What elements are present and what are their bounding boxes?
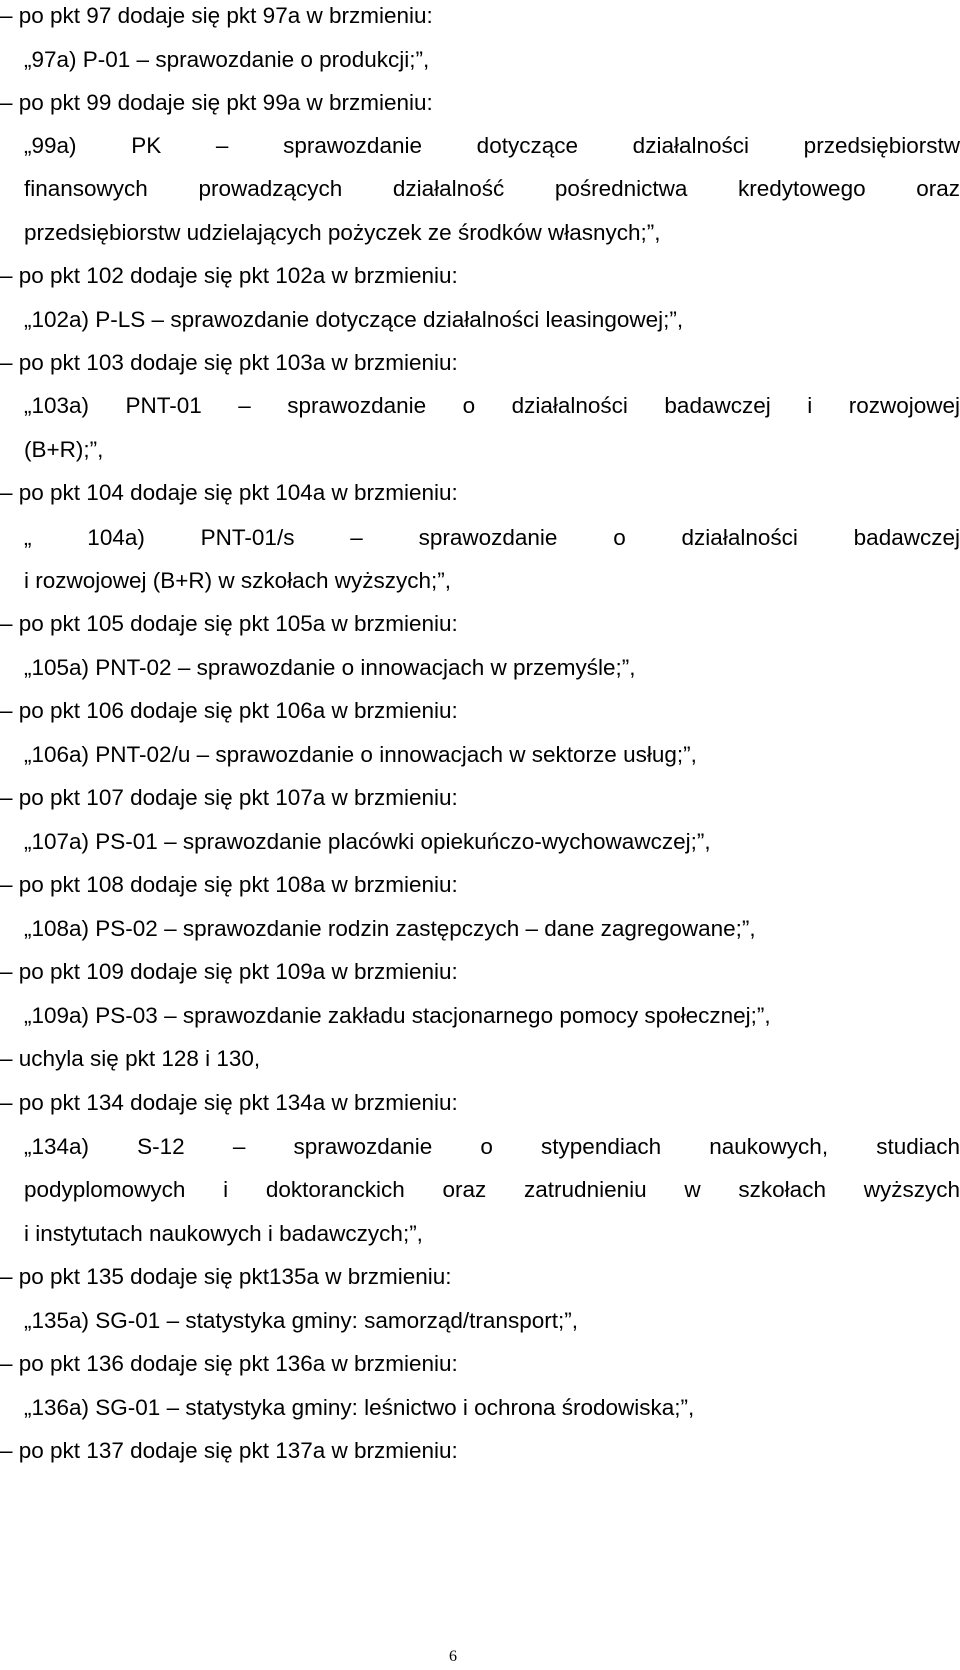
quoted-text: przedsiębiorstw udzielających pożyczek ze środków własnych;”, bbox=[24, 220, 661, 245]
quoted-text: „136a) SG-01 – statystyka gminy: leśnictwo i ochrona środowiska;”, bbox=[24, 1395, 695, 1420]
amendment-line: – po pkt 102 dodaje się pkt 102a w brzmieniu: bbox=[0, 263, 458, 288]
amendment-line: – po pkt 103 dodaje się pkt 103a w brzmieniu: bbox=[0, 350, 458, 375]
amendment-line: – po pkt 134 dodaje się pkt 134a w brzmieniu: bbox=[0, 1090, 458, 1115]
quoted-text: i rozwojowej (B+R) w szkołach wyższych;”, bbox=[24, 568, 451, 593]
quoted-text: „105a) PNT-02 – sprawozdanie o innowacjach w przemyśle;”, bbox=[24, 655, 636, 680]
amendment-line: – po pkt 97 dodaje się pkt 97a w brzmieniu: bbox=[0, 3, 433, 28]
amendment-line: – po pkt 137 dodaje się pkt 137a w brzmieniu: bbox=[0, 1438, 458, 1463]
amendment-line: – po pkt 136 dodaje się pkt 136a w brzmieniu: bbox=[0, 1351, 458, 1376]
quoted-text: i instytutach naukowych i badawczych;”, bbox=[24, 1221, 423, 1246]
amendment-line: – uchyla się pkt 128 i 130, bbox=[0, 1046, 261, 1071]
quoted-text: „ 104a) PNT-01/s – sprawozdanie o działalności badawczej bbox=[24, 525, 960, 550]
quoted-text: „103a) PNT-01 – sprawozdanie o działalności badawczej i rozwojowej bbox=[24, 393, 960, 418]
quoted-text: „109a) PS-03 – sprawozdanie zakładu stacjonarnego pomocy społecznej;”, bbox=[24, 1003, 771, 1028]
amendment-line: – po pkt 107 dodaje się pkt 107a w brzmieniu: bbox=[0, 785, 458, 810]
quoted-text: „106a) PNT-02/u – sprawozdanie o innowacjach w sektorze usług;”, bbox=[24, 742, 697, 767]
quoted-text: „107a) PS-01 – sprawozdanie placówki opiekuńczo-wychowawczej;”, bbox=[24, 829, 711, 854]
quoted-text: „102a) P-LS – sprawozdanie dotyczące działalności leasingowej;”, bbox=[24, 307, 684, 332]
quoted-text: „108a) PS-02 – sprawozdanie rodzin zastępczych – dane zagregowane;”, bbox=[24, 916, 756, 941]
quoted-text: „134a) S-12 – sprawozdanie o stypendiach naukowych, studiach bbox=[24, 1134, 960, 1159]
quoted-text: „135a) SG-01 – statystyka gminy: samorząd/transport;”, bbox=[24, 1308, 578, 1333]
amendment-line: – po pkt 105 dodaje się pkt 105a w brzmieniu: bbox=[0, 611, 458, 636]
quoted-text: (B+R);”, bbox=[24, 437, 104, 462]
amendment-line: – po pkt 109 dodaje się pkt 109a w brzmieniu: bbox=[0, 959, 458, 984]
amendment-line: – po pkt 104 dodaje się pkt 104a w brzmieniu: bbox=[0, 480, 458, 505]
quoted-text: „99a) PK – sprawozdanie dotyczące działalności przedsiębiorstw bbox=[24, 133, 960, 158]
amendment-line: – po pkt 135 dodaje się pkt135a w brzmieniu: bbox=[0, 1264, 452, 1289]
page-number: 6 bbox=[449, 1648, 457, 1665]
amendment-line: – po pkt 108 dodaje się pkt 108a w brzmieniu: bbox=[0, 872, 458, 897]
amendment-line: – po pkt 106 dodaje się pkt 106a w brzmieniu: bbox=[0, 698, 458, 723]
quoted-text: finansowych prowadzących działalność pośrednictwa kredytowego oraz bbox=[24, 176, 960, 201]
quoted-text: podyplomowych i doktoranckich oraz zatrudnieniu w szkołach wyższych bbox=[24, 1177, 960, 1202]
amendment-line: – po pkt 99 dodaje się pkt 99a w brzmieniu: bbox=[0, 90, 433, 115]
quoted-text: „97a) P-01 – sprawozdanie o produkcji;”, bbox=[24, 47, 430, 72]
